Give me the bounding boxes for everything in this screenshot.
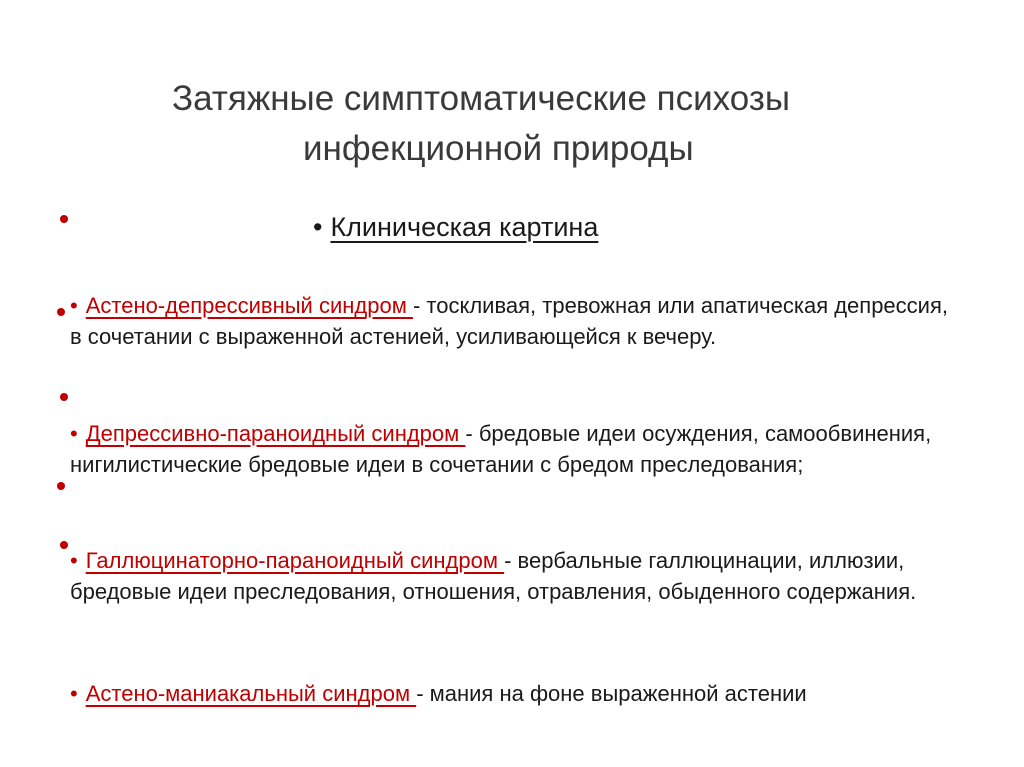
list-item-bullet: • bbox=[70, 548, 78, 573]
slide-title-line-2: инфекционной природы bbox=[303, 129, 694, 168]
syndrome-term: Астено-маниакальный синдром bbox=[85, 681, 417, 706]
bullet-dot-icon bbox=[57, 482, 65, 490]
bullet-dot-icon bbox=[60, 393, 68, 401]
list-item-bullet: • bbox=[70, 681, 78, 706]
syndrome-description: - тоскливая, тревожная или апатическая депрессия, в сочетании с выраженной астенией, усиливающейся к вечеру. bbox=[70, 293, 948, 349]
subtitle-bullet: • bbox=[313, 212, 323, 242]
slide-title bbox=[0, 74, 1024, 174]
syndrome-description: - бредовые идеи осуждения, самообвинения, нигилистические бредовые идеи в сочетании с бредом преследования; bbox=[70, 421, 932, 477]
list-item-bullet: • bbox=[70, 293, 78, 318]
section-heading bbox=[313, 208, 598, 246]
syndrome-term: Астено-депрессивный синдром bbox=[85, 293, 413, 318]
syndrome-term: Депрессивно-параноидный синдром bbox=[85, 421, 466, 446]
bullet-dot-icon bbox=[57, 308, 65, 316]
section-heading-text: Клиническая картина bbox=[330, 212, 599, 242]
bullet-dot-icon bbox=[60, 215, 68, 223]
list-item bbox=[70, 290, 950, 352]
list-item-bullet: • bbox=[70, 421, 78, 446]
list-item bbox=[70, 678, 950, 709]
list-item bbox=[70, 418, 950, 480]
syndrome-description: - вербальные галлюцинации, иллюзии, бредовые идеи преследования, отношения, отравления, обыденного содержания. bbox=[70, 548, 917, 604]
slide-title-line-1: Затяжные симптоматические психозы bbox=[172, 79, 791, 118]
syndrome-description: - мания на фоне выраженной астении bbox=[416, 681, 807, 706]
bullet-dot-icon bbox=[60, 541, 68, 549]
syndrome-term: Галлюцинаторно-параноидный синдром bbox=[85, 548, 505, 573]
list-item bbox=[70, 545, 950, 607]
